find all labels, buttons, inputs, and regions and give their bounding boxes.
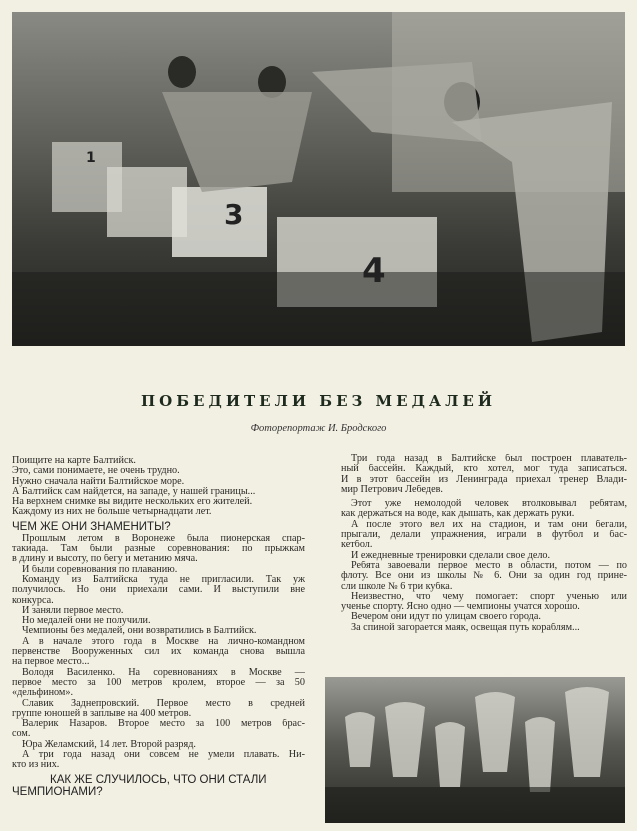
text-line: группе юношей в заплыве на 400 метров. (12, 708, 192, 719)
text-line: сом. (12, 729, 31, 740)
paragraph (341, 454, 627, 495)
text-line: флоту. Все они из школы № 6. Они за один год прине- (341, 571, 627, 582)
text-line: кто из них. (12, 760, 60, 771)
text-line: А в начале этого года в Москве на лично-командном (22, 636, 305, 647)
swimmers-photo (12, 12, 625, 346)
text-line: Нужно сначала найти Балтийское море. (12, 476, 185, 487)
text-line: кетбол. (341, 540, 373, 551)
text-line: как держаться на воде, как дышать, как держать руки. (341, 509, 575, 520)
block-number-3: 3 (224, 198, 244, 231)
paragraph (12, 456, 305, 518)
paragraph (12, 616, 305, 626)
text-line: конкурса. (12, 595, 54, 606)
text-line: Володя Василенко. На соревнованиях в Москве — (22, 667, 305, 678)
text-line: Каждому из них не больше четырнадцати лет. (12, 507, 212, 518)
text-line: первое место за 100 метров кролем, второе — за 50 (12, 677, 305, 688)
paragraph (12, 740, 305, 750)
text-line: За спиной загорается маяк, освещая путь кораблям... (351, 622, 580, 633)
text-line: Неизвестно, что чему помогает: спорт ученью или (351, 591, 627, 602)
text-line: прыгали, делали упражнения, играли в футбол и бас- (341, 530, 627, 541)
paragraph (12, 719, 305, 740)
section-heading (12, 774, 305, 798)
paragraph (341, 561, 627, 592)
paragraph (341, 499, 627, 520)
paragraph (12, 565, 305, 575)
paragraph (12, 534, 305, 565)
paragraph (341, 551, 627, 561)
text-column-right (341, 454, 627, 633)
text-line: И были соревнования по плаванию. (22, 564, 178, 575)
text-line: И ежедневные тренировки сделали свое дело. (351, 550, 551, 561)
text-line: И заняли первое место. (22, 605, 124, 616)
paragraph (12, 626, 305, 636)
text-line: Прошлым летом в Воронеже была пионерская спар- (22, 533, 305, 544)
block-number-1: 1 (86, 150, 96, 166)
text-line: мир Петрович Лебедев. (341, 484, 443, 495)
text-line: Поищите на карте Балтийск. (12, 456, 136, 466)
text-line: ученье спорту. Ясно одно — чемпионы учатся хорошо. (341, 602, 580, 613)
text-line: в длину и высоту, по бегу и метанию мяча. (12, 554, 198, 565)
paragraph (12, 637, 305, 668)
text-line: А после этого вел их на стадион, и там они бегали, (351, 519, 627, 530)
text-line: А Балтийск сам найдется, на западе, у нашей границы... (12, 486, 256, 497)
text-line: такиада. Там были разные соревнования: по прыжкам (12, 544, 305, 555)
paragraph (12, 750, 305, 771)
text-line: ЧЕМ ЖЕ ОНИ ЗНАМЕНИТЫ? (12, 520, 171, 533)
article-title: ПОБЕДИТЕЛИ БЕЗ МЕДАЛЕЙ (141, 392, 496, 410)
block-number-4: 4 (362, 251, 386, 291)
text-line: На верхнем снимке вы видите нескольких его жителей. (12, 497, 253, 508)
text-line: Валерик Назаров. Второе место за 100 метров брас- (22, 719, 305, 730)
text-line: Но медалей они не получили. (22, 616, 151, 627)
text-line: Три года назад в Балтийске был построен плаватель- (351, 454, 627, 464)
text-line: Юра Желамский, 14 лет. Второй разряд. (22, 739, 196, 750)
paragraph (341, 520, 627, 551)
text-column-left (12, 456, 305, 799)
text-line: Команду из Балтийска туда не пригласили. Так уж (22, 574, 305, 585)
paragraph (12, 668, 305, 699)
text-line: ЧЕМПИОНАМИ? (12, 785, 103, 798)
text-line: получилось. Но они приехали сами. И выступили вне (12, 585, 305, 596)
text-line: на первое место... (12, 657, 90, 668)
text-line: Славик Заднепровский. Первое место в средней (22, 698, 305, 709)
text-line: Этот уже немолодой человек втолковывал ребятам, (351, 499, 627, 510)
section-heading (12, 521, 305, 533)
text-line: Вечером они идут по улицам своего города. (351, 612, 541, 623)
text-line: ный бассейн. Каждый, кто хотел, мог туда записаться. (341, 464, 627, 475)
text-line: первенстве Вооруженных сил их команда снова вышла (12, 647, 305, 658)
text-line: сли школе № 6 три кубка. (341, 581, 453, 592)
text-line: Это, сами понимаете, не очень трудно. (12, 466, 180, 477)
text-line: Ребята завоевали первое место в области, потом — по (351, 560, 627, 571)
paragraph (12, 699, 305, 720)
text-line: «дельфином». (12, 688, 74, 699)
paragraph (341, 612, 627, 622)
text-line: И в этот бассейн из Ленинграда приехал тренер Влади- (341, 474, 627, 485)
trophies-photo (325, 677, 625, 823)
photo-credit: Фоторепортаж И. Бродского (250, 423, 387, 434)
paragraph (12, 575, 305, 606)
paragraph (341, 623, 627, 633)
text-line: Чемпионы без медалей, они возвратились в Балтийск. (22, 626, 257, 637)
paragraph (12, 606, 305, 616)
paragraph (341, 592, 627, 613)
text-line: А три года назад они совсем не умели плавать. Ни- (22, 750, 305, 761)
text-line: КАК ЖЕ СЛУЧИЛОСЬ, ЧТО ОНИ СТАЛИ (50, 773, 267, 786)
